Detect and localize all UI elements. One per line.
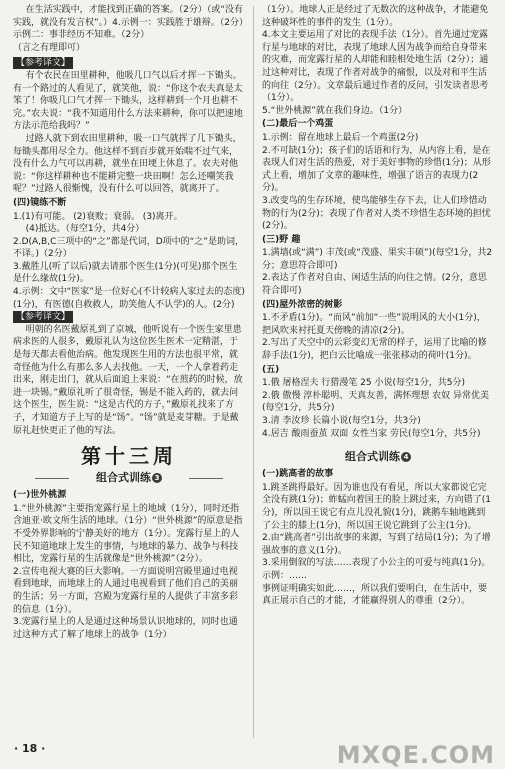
site-watermark: MXQE.COM — [336, 741, 495, 769]
translation-paragraph: 过路人就下到农田里耕种，吸一口气就挥了几下锄头，每锄头都用尽全力。他这样不到百步就开始喘不过气来，没有什么力气可以再耕，就坐在田埂上休息了。农夫对他说：“你这样耕种也不能耕完整一块田啊！怎么还嘲笑我呢？”过路人很惭愧，没有什么可以回答，就离开了。 — [13, 133, 242, 195]
week-title: 第十三周 — [81, 444, 177, 469]
answer-item: 示例：…… — [262, 570, 308, 581]
left-column — [13, 4, 245, 738]
section-title: (一)世外桃源 — [13, 490, 67, 501]
translation-paragraph: 有个农民在田里耕种，他吸几口气以后才挥一下锄头。有一个路过的人看见了，就笑他，说：“你这个农夫真是太笨了！你吸几口气才挥一下锄头，这样耕到一个月也耕不完。”农夫说：“我不知道用什么方法来耕种，你可以把速地方法示范给我吗？” — [13, 70, 243, 132]
answer-line: （1分）。地球人正是经过了无数次的这种战争，才能避免这种破坏性的事件的发生（1分）。 — [262, 5, 489, 28]
answer-item: 2.由“跳高者”引出故事的来源，写到了结局(1分)；为了增强故事的意义(1分)。 — [262, 533, 491, 556]
answer-item: 2.表达了作者对自由、闲适生活的向往之情。(2分，意思符合即可) — [262, 273, 487, 297]
section-title: (三)野 趣 — [262, 234, 301, 245]
drill-number-badge: 4 — [401, 452, 411, 462]
answer-item: 2.俄 傲慢 淳朴聪明、天真友善，满怀理想 农奴 异常优美(每空1分，共5分) — [262, 390, 490, 414]
answer-item: 1.满墙(或“满”) 丰茂(或“茂盛、果实丰硕”)(每空1分，共2分；意思符合即可) — [262, 248, 493, 271]
answer-item: 3.改变鸟的生存环境，使鸟能够生存下去，让人们珍惜动物的行为(2分)；表现了作者对人类不珍惜生态环境的担忧(2分)。 — [262, 195, 491, 232]
answer-item: (4)抵达。（每空1分，共4分） — [25, 224, 145, 235]
answer-item: 2.写出了天空中的云彩变幻无常的样子，运用了比喻的修辞手法(1分)，把白云比喻成一张张移动的荷叶(1分)。 — [262, 338, 487, 362]
answer-line: 在生活实践中，才能找到正确的答案。（2分）（或“没有实践，就没有发言权”。）4.示例一：实践胜于雄辩。（2分）示例二：事非经历不知难。（2分） — [13, 5, 244, 41]
answer-item: 2.D(A,B,C三项中的“之”都是代词，D项中的“之”是助词，不译。)（2分） — [13, 236, 244, 260]
drill-label: 组合式训练 — [345, 450, 400, 464]
answer-item: 3.采用倒叙的写法……表现了小公主的可爱与纯真(1分)。 — [262, 558, 491, 569]
section-title: (五) — [262, 364, 280, 375]
answer-note: （言之有理即可） — [13, 42, 86, 53]
answer-item: 2.不可缺(1分)；孩子们的话语和行为，从内容上看，是在表现人们对生活的热爱，对于美好事物的珍惜(1分)；从形式上看，增加了文章的趣味性，增强了语言的表现力(2分)。 — [262, 145, 491, 194]
answer-item: 2.宣传电视大赛的巨大影响。一方面说明宫殿里通过电视看到地球，而地球上的人通过电视看到了他们自己的美丽的生活；另一方面，宫殿为宠露行星的人提供了丰富多彩的信息（1分）。 — [13, 566, 239, 615]
answer-line: 4.本文主要运用了对比的表现手法（1分）。首先通过宠露行星与地球的对比，表现了地球人因为战争而给自身带来的灾难，而宠露行星的人却能和睦相处地生活（2分）；通过这种对比，表现了作者对战争的痛恨，以及对和平生活的向往（2分）。文章最后通过作者的反问，引发读者思考（1分）。 — [262, 30, 489, 104]
answer-item: 3.清 李汝珍 长篇小说(每空1分，共3分) — [262, 416, 421, 426]
section-title: (一)跳高者的故事 — [262, 469, 334, 480]
drill-number-badge: 3 — [152, 473, 162, 483]
answer-item: 1.跳圣跳得最好。因为谁也没有看见，所以大家都说它完全没有跳(1分)；蚱蜢向着国王的脸上跳过来，方向错了(1分)，所以国王说它有点儿没礼貌(1分)，跳鹅车轴地跳到了公主的膝上(1分)，所以国王说它跳到了公主(1分)。 — [262, 482, 491, 531]
drill-heading — [13, 471, 245, 485]
reference-translation-tag: 【参考译文】 — [13, 311, 73, 323]
reference-translation-tag: 【参考译文】 — [13, 57, 73, 69]
answer-item: 事例证明确实如此……，所以我们要明白，在生活中，要真正展示自己的才能，才能赢得别人的尊重（2分）。 — [262, 583, 488, 607]
answer-item: 3.宠露行星上的人是通过这种场景认识地球的，同时也通过这种方式了解了地球上的战争（1分） — [13, 617, 238, 640]
answer-item: 3.戴胜儿(听了以后)就去请那个医生(1分)(可见)那个医生是什么缘故(1分)。 — [13, 261, 238, 285]
answer-line: 5.“世外桃源”就在我们身边。（1分） — [262, 105, 408, 116]
right-column — [262, 4, 494, 738]
translation-paragraph: 明朝的名医戴原礼到了京城，他听说有一个医生家里患病求医的人很多，戴原礼认为这位医生医术一定精湛，于是每天都去看他治病。他发现医生用的方法也很平常，就奇怪他为什么有那么多人去找他。一天，一个人拿着药走出来，刚走出门，就从后面追上来说：“在煎药的时候，放进一块锡。”戴原礼听了很奇怪，锡是不能入药的，就去问这个医生，医生说：“这是古代的方子，”戴原礼找来了方子，才知道方子上写的是“饧”。“饧”就是麦芽糖。于是戴原礼赶快更正了他的写法。 — [13, 324, 243, 436]
answer-item: 1.俄 屠格涅夫 行猎漫笔 25 小说(每空1分，共5分) — [262, 378, 465, 389]
section-title: (四)镜练不断 — [13, 197, 67, 208]
answer-item: 1.(1)有可能。 (2)衰败；衰弱。 (3)离开。 — [13, 211, 183, 222]
answer-item: 1.示例：留在地球上最后一个鸡蛋(2分) — [262, 132, 419, 143]
page-number: · 18 · — [14, 742, 46, 756]
answer-item: 4.示例：文中“医家”是一位好心(不计较病人家过去的态度)(1分)，有医德(自救救人，助笑他人不认学)的人。(2分) — [13, 287, 245, 310]
section-title: (二)最后一个鸡蛋 — [262, 119, 334, 130]
column-divider — [253, 6, 254, 738]
drill-label: 组合式训练 — [96, 471, 151, 485]
section-title: (四)屋外浓密的树影 — [262, 299, 343, 310]
answer-item: 1.“世外桃源”主要指宠露行星上的地域（1分），同时还指含迪亚·欧文所生活的地球。（1分）“世外桃源”的原意是指不受外界影响的宁静美好的地方（1分）。宠露行星上的人民不知道地球上发生的事情，与地球的暴力、战争与科技相比，宠露行星的生活就像是“世外桃源”（2分）。 — [13, 503, 243, 565]
answer-item: 1.不矛盾(1分)。“而风”前加“一些”说明风的大小(1分)，把风吹来衬托夏天傍晚的清凉(2分)。 — [262, 313, 486, 336]
drill-heading — [262, 450, 494, 464]
answer-item: 4.居吉 酸雨蚕茧 双面 女性当家 劳民(每空1分，共5分) — [262, 428, 481, 439]
